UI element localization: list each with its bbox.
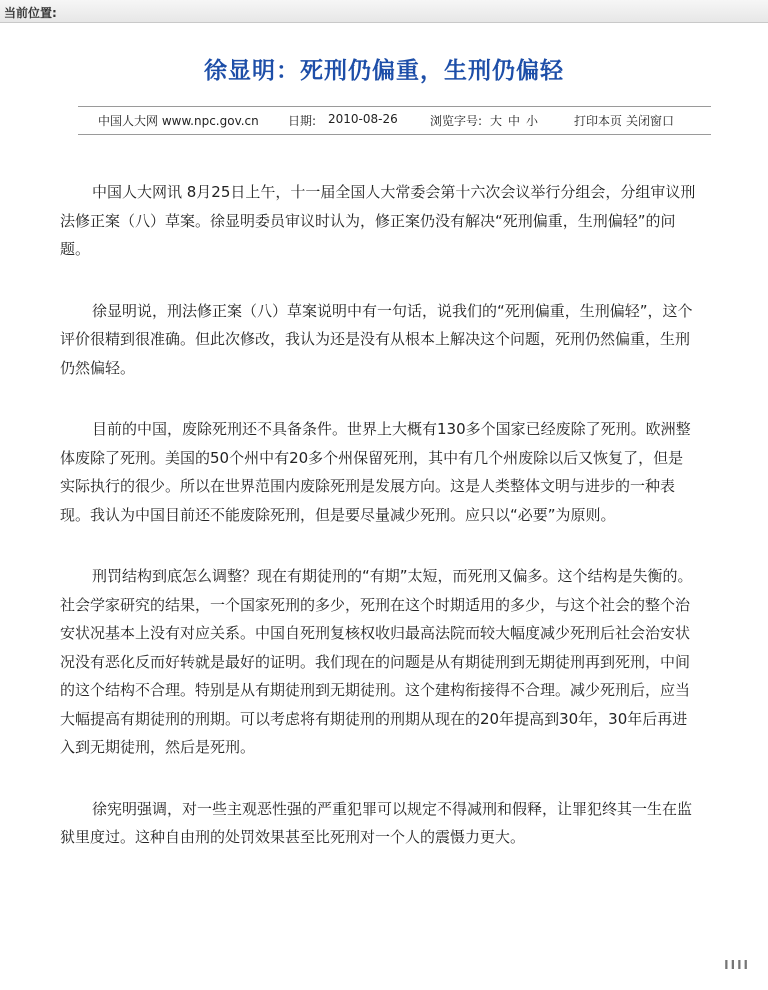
meta-divider-bottom <box>78 134 711 135</box>
article-paragraph-1: 中国人大网讯 8月25日上午，十一届全国人大常委会第十六次会议举行分组会，分组审议刑法修正案（八）草案。徐显明委员审议时认为，修正案仍没有解决“死刑偏重，生刑偏轻”的问题。 <box>60 183 696 258</box>
close-window-link[interactable]: 关闭窗口 <box>626 114 675 128</box>
publish-date: 2010-08-26 <box>328 112 398 126</box>
location-bar <box>0 0 768 23</box>
font-size-large-link[interactable]: 大 <box>490 114 503 128</box>
article-body <box>60 178 696 885</box>
article-title: 徐显明：死刑仍偏重，生刑仍偏轻 <box>204 57 564 84</box>
article-paragraph-2: 徐显明说，刑法修正案（八）草案说明中有一句话，说我们的“死刑偏重，生刑偏轻”，这个评价很精到很准确。但此次修改，我认为还是没有从根本上解决这个问题，死刑仍然偏重，生刑仍然偏轻。 <box>60 301 693 377</box>
font-size-small-link[interactable]: 小 <box>526 114 539 128</box>
font-size-medium-link[interactable]: 中 <box>508 114 521 128</box>
date-label: 日期: <box>288 114 317 128</box>
article-paragraph-3: 目前的中国，废除死刑还不具备条件。世界上大概有130多个国家已经废除了死刑。欧洲整体废除了死刑。美国的50个州中有20多个州保留死刑，其中有几个州废除以后又恢复了，但是实际执行的很少。所以在世界范围内废除死刑是发展方向。这是人类整体文明与进步的一种表现。我认为中国目前还不能废除死刑，但是要尽量减少死刑。应只以“必要”为原则。 <box>60 420 691 524</box>
article-paragraph-4: 刑罚结构到底怎么调整？现在有期徒刑的“有期”太短，而死刑又偏多。这个结构是失衡的。社会学家研究的结果，一个国家死刑的多少，死刑在这个时期适用的多少，与这个社会的整个治安状况基本上没有对应关系。中国自死刑复核权收归最高法院而较大幅度减少死刑后社会治安状况没有恶化反而好转就是最好的证明。我们现在的问题是从有期徒刑到无期徒刑再到死刑，中间的这个结构不合理。特别是从有期徒刑到无期徒刑。这个建构衔接得不合理。减少死刑后，应当大幅提高有期徒刑的刑期。可以考虑将有期徒刑的刑期从现在的20年提高到30年，30年后再进入到无期徒刑，然后是死刑。 <box>60 567 693 756</box>
print-page-link[interactable]: 打印本页 <box>574 114 623 128</box>
font-size-label: 浏览字号: <box>430 114 483 128</box>
location-label: 当前位置: <box>4 6 57 20</box>
article-paragraph-5: 徐宪明强调，对一些主观恶性强的严重犯罪可以规定不得减刑和假释，让罪犯终其一生在监狱里度过。这种自由刑的处罚效果甚至比死刑对一个人的震慑力更大。 <box>60 799 693 846</box>
meta-divider-top <box>78 106 711 107</box>
watermark: IIII <box>724 958 750 972</box>
source-link[interactable]: 中国人大网 www.npc.gov.cn <box>98 114 259 128</box>
